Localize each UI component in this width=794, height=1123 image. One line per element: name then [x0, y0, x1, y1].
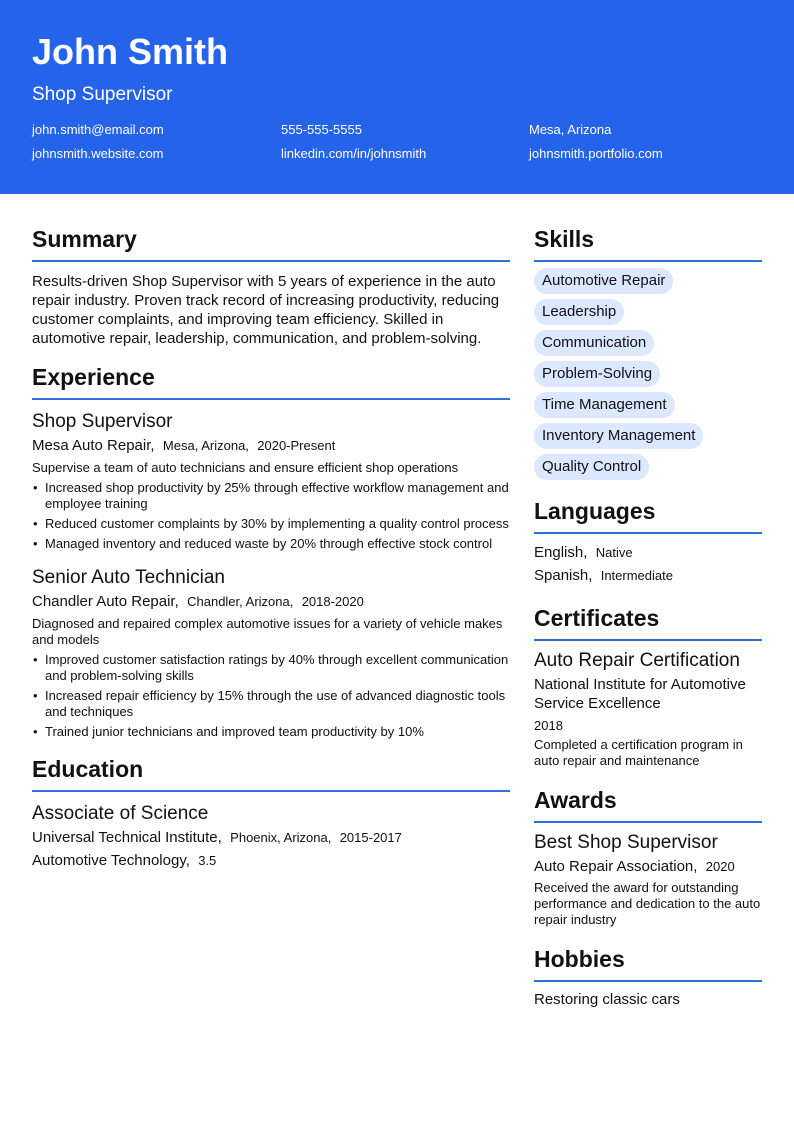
email-link[interactable]: john.smith@email.com [32, 122, 164, 137]
job-meta [32, 435, 510, 457]
skill-chip: Time Management [534, 392, 675, 418]
education-dates: 2015-2017 [339, 830, 402, 845]
section-heading: Education [32, 752, 510, 792]
skills-list [534, 268, 762, 480]
job-dates: 2018-2020 [301, 594, 364, 609]
hobby-item: Restoring classic cars [534, 991, 680, 1008]
award-description: Received the award for outstanding performance and dedication to the auto repair industry [534, 880, 761, 927]
award-year: 2020 [705, 859, 735, 874]
portfolio-link[interactable]: johnsmith.portfolio.com [529, 146, 663, 161]
section-heading: Summary [32, 222, 510, 262]
job-company: Chandler Auto Repair, [32, 593, 179, 610]
languages-section [534, 494, 762, 587]
school-location: Phoenix, Arizona, [230, 830, 332, 845]
bullet-item: • Reduced customer complaints by 30% by implementing a quality control process [32, 516, 510, 532]
language-level: Native [595, 545, 633, 560]
education-meta [32, 827, 510, 849]
section-heading: Experience [32, 360, 510, 400]
job-description: Diagnosed and repaired complex automotive issues for a variety of vehicle makes and models [32, 616, 503, 647]
awards-section [534, 783, 762, 928]
job-bullets [32, 652, 510, 740]
job-meta [32, 591, 510, 613]
certificate-year: 2018 [534, 718, 563, 733]
education-section [32, 752, 510, 872]
job-entry [32, 566, 510, 740]
certificate-title: Auto Repair Certification [534, 650, 740, 671]
skill-chip: Automotive Repair [534, 268, 673, 294]
gpa-value: 3.5 [198, 853, 217, 868]
candidate-name: John Smith [32, 31, 228, 72]
hobbies-section [534, 942, 762, 1010]
job-title: Shop Supervisor [32, 411, 173, 432]
certificates-section [534, 601, 762, 769]
resume-header [0, 0, 794, 194]
certificate-description: Completed a certification program in auto repair and maintenance [534, 737, 743, 768]
section-heading: Languages [534, 494, 762, 534]
job-title: Senior Auto Technician [32, 567, 225, 588]
experience-section [32, 360, 510, 740]
award-meta [534, 856, 762, 878]
award-issuer: Auto Repair Association, [534, 858, 698, 875]
job-dates: 2020-Present [257, 438, 336, 453]
job-company: Mesa Auto Repair, [32, 437, 155, 454]
summary-section [32, 222, 510, 348]
degree-title: Associate of Science [32, 803, 209, 824]
summary-text: Results-driven Shop Supervisor with 5 years of experience in the auto repair industry. Proven track record of increasing productivity, reducing customer complaints, and improving team efficiency. Skilled in automotive repair, leadership, communication, and problem-solving. [32, 273, 500, 347]
language-row [534, 542, 762, 564]
bullet-item: • Managed inventory and reduced waste by 20% through effective stock control [32, 536, 510, 552]
section-heading: Skills [534, 222, 762, 262]
main-column [32, 222, 510, 872]
skills-section [534, 222, 762, 480]
section-heading: Awards [534, 783, 762, 823]
bullet-item: • Increased shop productivity by 25% through effective workflow management and employee training [32, 480, 510, 512]
language-name: Spanish, [534, 567, 593, 584]
job-location: Chandler, Arizona, [187, 594, 294, 609]
education-field-row [32, 850, 510, 872]
website-link[interactable]: johnsmith.website.com [32, 146, 164, 161]
award-title: Best Shop Supervisor [534, 832, 718, 853]
phone-number[interactable]: 555-555-5555 [281, 122, 362, 137]
job-location: Mesa, Arizona, [162, 438, 249, 453]
job-description: Supervise a team of auto technicians and ensure efficient shop operations [32, 460, 459, 475]
bullet-item: • Increased repair efficiency by 15% through the use of advanced diagnostic tools and techniques [32, 688, 510, 720]
field-of-study: Automotive Technology, [32, 852, 190, 869]
skill-chip: Communication [534, 330, 654, 356]
skill-chip: Quality Control [534, 454, 649, 480]
section-heading: Certificates [534, 601, 762, 641]
linkedin-link[interactable]: linkedin.com/in/johnsmith [281, 146, 427, 161]
location-text: Mesa, Arizona [529, 122, 612, 137]
job-bullets [32, 480, 510, 552]
candidate-title: Shop Supervisor [32, 84, 173, 105]
skill-chip: Leadership [534, 299, 624, 325]
section-heading: Hobbies [534, 942, 762, 982]
job-entry [32, 410, 510, 552]
bullet-item: • Improved customer satisfaction ratings by 40% through excellent communication and problem-solving skills [32, 652, 510, 684]
side-column [534, 222, 762, 1010]
bullet-item: • Trained junior technicians and improved team productivity by 10% [32, 724, 510, 740]
school-name: Universal Technical Institute, [32, 829, 222, 846]
language-name: English, [534, 544, 588, 561]
language-row [534, 565, 762, 587]
certificate-issuer: National Institute for Automotive Service Excellence [534, 676, 746, 712]
skill-chip: Problem-Solving [534, 361, 660, 387]
skill-chip: Inventory Management [534, 423, 703, 449]
language-level: Intermediate [600, 568, 673, 583]
